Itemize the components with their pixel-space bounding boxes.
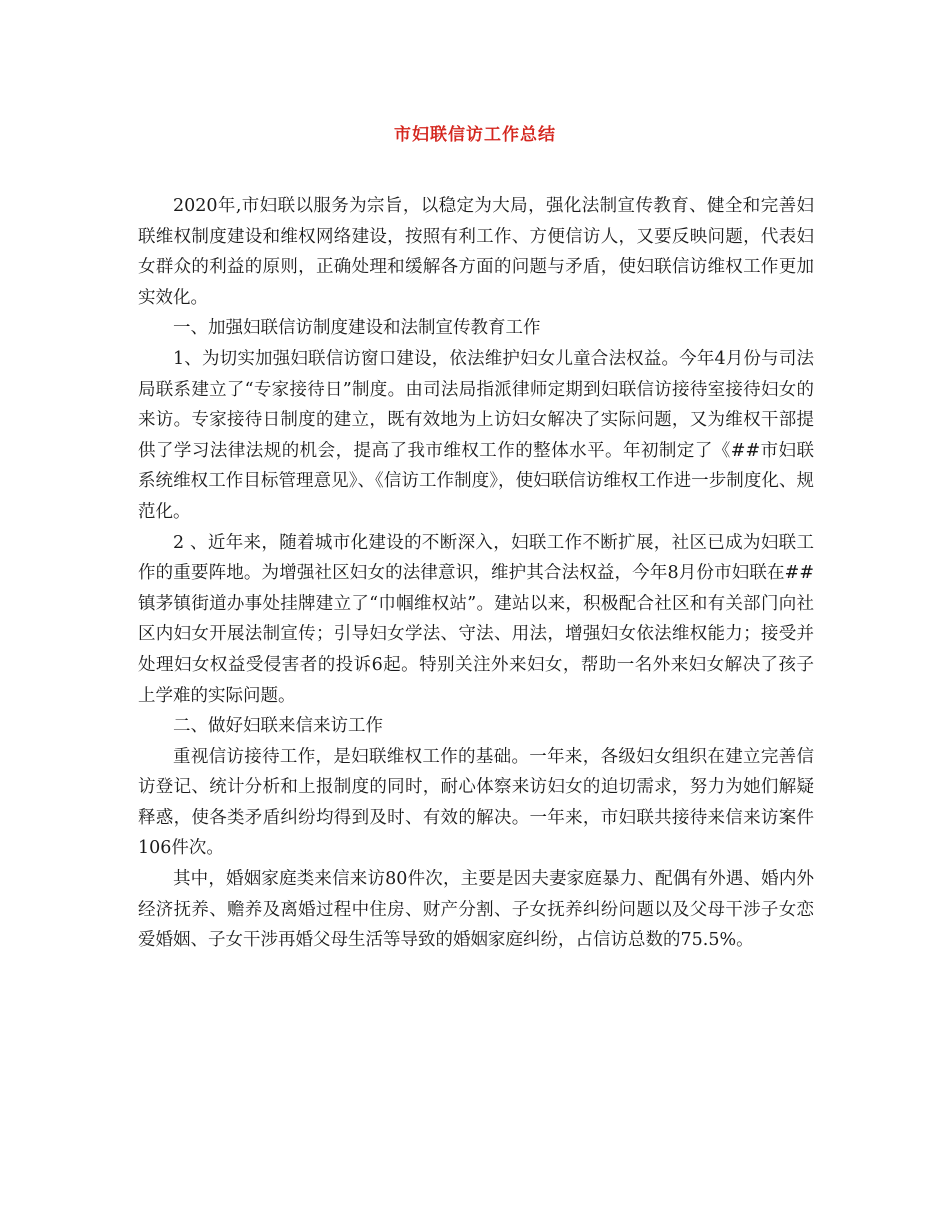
paragraph-2-2: 其中，婚姻家庭类来信来访80件次，主要是因夫妻家庭暴力、配偶有外遇、婚内外经济抚养、赡养及离婚过程中住房、财产分割、子女抚养纠纷问题以及父母干涉子女恋爱婚姻、子女干涉再婚父母生活等导致的婚姻家庭纠纷，占信访总数的75.5%。 (138, 869, 814, 951)
paragraph-1-1: 1、为切实加强妇联信访窗口建设，依法维护妇女儿童合法权益。今年4月份与司法局联系建立了“专家接待日”制度。由司法局指派律师定期到妇联信访接待室接待妇女的来访。专家接待日制度的建立，既有效地为上访妇女解决了实际问题，又为维权干部提供了学习法律法规的机会，提高了我市维权工作的整体水平。年初制定了《##市妇联系统维权工作目标管理意见》、《信访工作制度》，使妇联信访维权工作进一步制度化、规范化。 (138, 348, 814, 522)
document-body (138, 191, 814, 956)
paragraph-intro: 2020年,市妇联以服务为宗旨，以稳定为大局，强化法制宣传教育、健全和完善妇联维权制度建设和维权网络建设，按照有利工作、方便信访人，又要反映问题，代表妇女群众的利益的原则，正确处理和缓解各方面的问题与矛盾，使妇联信访维权工作更加实效化。 (138, 196, 814, 308)
document-title: 市妇联信访工作总结 (394, 125, 556, 145)
section-heading-2: 二、做好妇联来信来访工作 (173, 716, 383, 737)
paragraph-1-2: 2 、近年来，随着城市化建设的不断深入，妇联工作不断扩展，社区已成为妇联工作的重要阵地。为增强社区妇女的法律意识，维护其合法权益，今年8月份市妇联在##镇茅镇街道办事处挂牌建立了“巾帼维权站”。建站以来，积极配合社区和有关部门向社区内妇女开展法制宣传；引导妇女学法、守法、用法，增强妇女依法维权能力；接受并处理妇女权益受侵害者的投诉6起。特别关注外来妇女，帮助一名外来妇女解决了孩子上学难的实际问题。 (138, 532, 814, 706)
paragraph-2-1: 重视信访接待工作，是妇联维权工作的基础。一年来，各级妇女组织在建立完善信访登记、统计分析和上报制度的同时，耐心体察来访妇女的迫切需求，努力为她们解疑释惑，使各类矛盾纠纷均得到及时、有效的解决。一年来，市妇联共接待来信来访案件106件次。 (138, 746, 814, 859)
section-heading-1: 一、加强妇联信访制度建设和法制宣传教育工作 (173, 318, 541, 339)
